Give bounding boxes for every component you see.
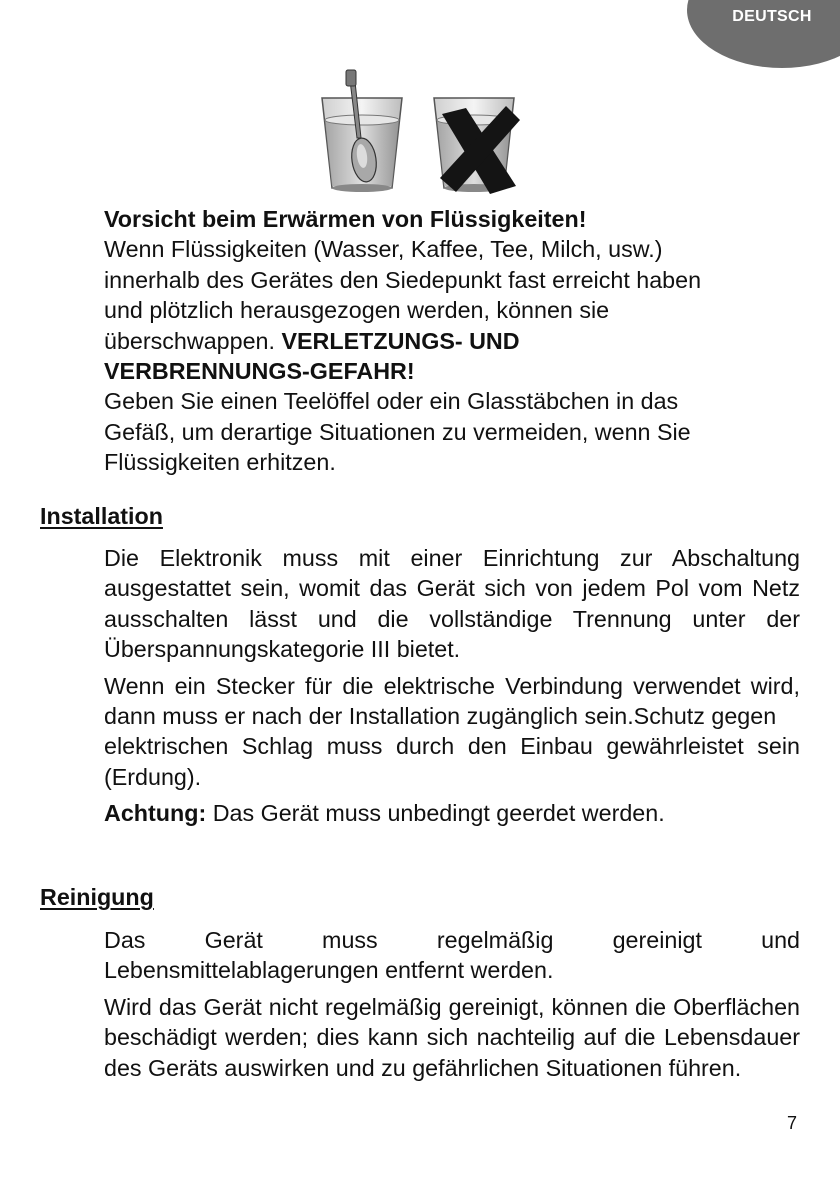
page-number: 7 — [787, 1113, 798, 1133]
caution-line: und plötzlich herausgezogen werden, können sie — [104, 297, 610, 324]
installation-warning — [104, 798, 800, 828]
caution-title: Vorsicht beim Erwärmen von Flüssigkeiten! — [104, 206, 587, 232]
warning-text: Das Gerät muss unbedingt geerdet werden. — [206, 800, 665, 827]
caution-line: Flüssigkeiten erhitzen. — [104, 449, 336, 476]
caution-line: Geben Sie einen Teelöffel oder ein Glasstäbchen in das — [104, 388, 679, 415]
caution-block — [104, 204, 804, 478]
cleaning-paragraph: Das Gerät muss regelmäßig gereinigt und Lebensmittelablagerungen entfernt werden. — [104, 927, 800, 984]
language-label: DEUTSCH — [732, 8, 812, 25]
glass-spoon-illustration — [316, 68, 526, 198]
warning-label: Achtung: — [104, 800, 207, 827]
danger-warning: VERLETZUNGS- UND — [281, 327, 520, 354]
installation-heading: Installation — [40, 503, 163, 529]
installation-paragraph: Wenn ein Stecker für die elektrische Verbindung verwendet wird, dann muss er nach der Installation zugänglich sein.Schutz gegen — [104, 672, 800, 730]
installation-paragraph: elektrischen Schlag muss durch den Einbau gewährleistet sein (Erdung). — [104, 733, 800, 790]
caution-line: Wenn Flüssigkeiten (Wasser, Kaffee, Tee, Milch, usw.) — [104, 236, 663, 263]
installation-section — [104, 543, 800, 829]
danger-warning: VERBRENNUNGS-GEFAHR! — [104, 358, 415, 385]
installation-paragraph: Die Elektronik muss mit einer Einrichtung zur Abschaltung ausgestattet sein, womit das Gerät sich von jedem Pol vom Netz ausschalten lässt und die vollständige Trennung unter der Überspannungskategorie III bietet. — [104, 545, 800, 663]
caution-line-text: überschwappen. — [104, 327, 282, 354]
caution-line — [104, 326, 804, 356]
caution-line: Gefäß, um derartige Situationen zu vermeiden, wenn Sie — [104, 418, 691, 445]
cleaning-paragraph: Wird das Gerät nicht regelmäßig gereinigt, können die Oberflächen beschädigt werden; dies kann sich nachteilig auf die Lebensdauer des Geräts auswirken und zu gefährlichen Situationen führen. — [104, 993, 800, 1081]
caution-line: innerhalb des Gerätes den Siedepunkt fast erreicht haben — [104, 266, 702, 293]
cleaning-heading: Reinigung — [40, 884, 154, 910]
cleaning-section — [104, 925, 800, 1083]
glass-with-spoon-icon — [322, 70, 402, 192]
